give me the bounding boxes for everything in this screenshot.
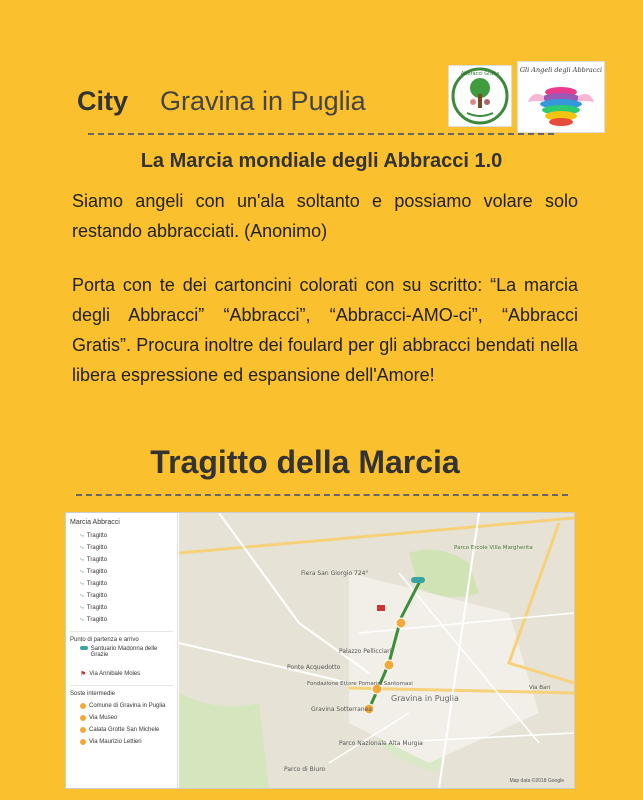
route-line-icon: ⤷ [80,604,84,611]
map-label-ponte: Ponte Acquedotto [287,664,341,671]
angeli-abbracci-logo [517,61,605,133]
legend-start-item[interactable]: ⚑ Via Annibale Moles [80,671,141,678]
end-flag-marker [377,605,385,611]
divider-top [88,133,554,135]
map-label-fondazione: Fondazione Ettore Pomarici Santomasi [307,681,413,687]
stop-marker-icon [80,739,86,745]
flag-marker-icon: ⚑ [80,671,87,678]
route-line-icon: ⤷ [80,532,84,539]
route-title: Tragitto della Marcia [150,444,460,480]
stop-marker-icon [80,703,86,709]
legend-tragitto[interactable]: ⤷ Tragitto [80,544,108,551]
route-line-icon: ⤷ [80,556,84,563]
legend-header: Marcia Abbracci [70,519,120,526]
map-label-parco-nazionale: Parco Nazionale Alta Murgia [339,740,423,747]
legend-group-stops: Soste intermedie [70,685,173,697]
route-map[interactable] [65,512,575,789]
map-attribution: Map data ©2018 Google [509,778,564,784]
park-area [179,693,269,788]
legend-start-item[interactable]: Santuario Madonna delle Grazie [70,646,173,668]
route-line-icon: ⤷ [80,580,84,587]
legend-stop-item[interactable]: Comune di Gravina in Puglia [70,700,173,712]
instructions-text: Porta con te dei cartoncini colorati con su scritto: “La marcia degli Abbracci” “Abbracci”, “Abbracci-AMO-ci”, “Abbracci Gratis”. Procura inoltre dei foulard per gli abbracci bendati nella libera espressione ed espansione dell'Amore! [72,275,578,385]
stop-marker-icon [80,727,86,733]
start-marker-icon [80,646,88,650]
logo1-text: Abbracci Gratis [460,71,500,77]
legend-stop-item[interactable]: Via Maurizio Lettieri [70,736,173,748]
map-legend [66,513,178,788]
route-line-icon: ⤷ [80,616,84,623]
start-marker [411,577,425,583]
city-name: Gravina in Puglia [160,86,366,116]
stop-marker [396,618,406,628]
map-label-palazzo: Palazzo Pellicciari [339,648,392,655]
map-label-parco: Parco Ercole Villa Margherita [454,545,533,551]
legend-tragitto[interactable]: ⤷ Tragitto [80,532,108,539]
map-label-sotterranea: Gravina Sotterranea [311,706,372,713]
legend-tragitto[interactable]: ⤷ Tragitto [80,592,108,599]
legend-tragitto[interactable]: ⤷ Tragitto [80,604,108,611]
legend-stop-item[interactable]: Via Museo [70,712,173,724]
logo2-title: Gli Angeli degli Abbracci [519,66,603,74]
route-line-icon: ⤷ [80,568,84,575]
stop-marker [384,660,394,670]
city-label: City [77,86,129,116]
legend-group-start: Punto di partenza e arrivo [70,631,173,643]
legend-tragitto[interactable]: ⤷ Tragitto [80,580,108,587]
stop-marker-icon [80,715,86,721]
map-label-fiera: Fiera San Giorgio 724° [301,570,369,577]
abbracci-gratis-logo [448,65,512,127]
quote-text: Siamo angeli con un'ala soltanto e possiamo volare solo restando abbracciati. (Anonimo) [72,191,578,241]
divider-route [76,494,568,496]
map-label-via-bari: Via Bari [529,685,551,691]
map-canvas[interactable] [179,513,574,788]
route-line-icon: ⤷ [80,592,84,599]
event-title: La Marcia mondiale degli Abbracci 1.0 [140,150,503,172]
legend-stop-item[interactable]: Calata Grotte San Michele [70,724,173,736]
legend-tragitto[interactable]: ⤷ Tragitto [80,568,108,575]
route-line-icon: ⤷ [80,544,84,551]
map-label-biuro: Parco di Biuro [284,766,326,773]
legend-tragitto[interactable]: ⤷ Tragitto [80,556,108,563]
map-label-gravina: Gravina in Puglia [391,694,459,703]
legend-tragitto[interactable]: ⤷ Tragitto [80,616,108,623]
